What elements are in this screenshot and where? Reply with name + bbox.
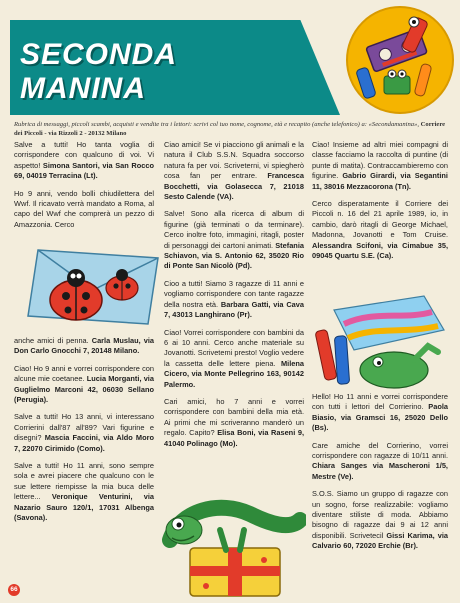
- cartoon-characters-icon: [348, 8, 452, 112]
- lizard-gift-illustration: [160, 490, 306, 603]
- message-item: Ciao! Insieme ad altri miei compagni di classe facciamo la raccolta di puntine (di punte di matita). Contraccambieremo con figurine. Gabrio Girardi, via Segantini 11, 38016 Mezzacorona (Tn).: [312, 140, 448, 191]
- lizard-icon: [160, 490, 306, 598]
- message-item: Salve a tutti! Ho 13 anni, vi interessano Corrierini dall'87 all'89? Vari figurine e disegni? Mascia Faccini, via Aldo Moro 7, 22070 Cirimido (Como).: [14, 412, 154, 453]
- message-item: Salve a tutti! Ho 11 anni, sono sempre sola e avrei piacere che qualcuno con le sue lettere riempisse la mia buca delle lettere... Veronique Venturini, via Nazario Sauro 120/1, 17031 Albenga (Savona).: [14, 461, 154, 523]
- message-item: Cari amici, ho 7 anni e vorrei corrispondere con bambini della mia età. Ai primi che mi scriveranno manderò un regalo. Capito? Elisa Boni, via Raseni 9, 41040 Polinago (Mo).: [164, 396, 304, 448]
- fabric-roll-icon: [314, 290, 452, 394]
- message-item: Ho 9 anni, vendo bolli chiudilettera del Wwf. Il ricavato verrà mandato a Roma, al capo del Wwf che comprerà un pezzo di Amazzonia. Cerco: [14, 188, 154, 229]
- description-address: Corriere dei Piccoli - via Rizzoli 2 - 20132 Milano: [14, 121, 446, 137]
- message-item: Salve a tutti! Ho tanta voglia di corrispondere con qualcuno di voi. Vi aspetto! Simona Santori, via San Rocco 69, 04019 Terracina (Lt).: [14, 140, 154, 181]
- page-title: [20, 38, 177, 106]
- description-text: Rubrica di messaggi, piccoli scambi, acquisti e vendite tra i lettori: scrivi col tuo nome, cognome, età e recapito (anche telefonico) a: «Secondamanina»,: [14, 121, 419, 128]
- column-3-continued: [312, 392, 448, 559]
- title-line-1: SECONDA: [20, 38, 178, 71]
- message-item: Ciao amici! Se vi piacciono gli animali e la natura il Club S.S.N. Squadra soccorso natura fa per voi. Scriveterni, vi spiegherò cosa fan per entrare. Francesca Bocchetti, via Golasecca 7, 21018 Sesto Calende (VA).: [164, 140, 304, 202]
- message-item: Care amiche del Corrierino, vorrei corrispondere con ragazze di 10/11 anni. Chiara Sanges via Mascheroni 1/5, Mestre (Ve).: [312, 440, 448, 481]
- ladybug-icon: [18, 240, 168, 332]
- column-3: [312, 140, 448, 268]
- message-item: Salve! Sono alla ricerca di album di figurine (già terminati o da terminare). Cerco inoltre foto, immagini, ritagli, poster di personaggi dei cartoni animati. Stefania Schiavon, via S. Antonio 62, 35020 Rio di Ponte San Nicolò (Pd).: [164, 209, 304, 271]
- crayons-fabric-illustration: [314, 290, 452, 399]
- ladybug-envelope-illustration: [18, 240, 168, 337]
- column-1: [14, 140, 154, 237]
- section-description: [14, 120, 450, 138]
- message-item: Cerco disperatamente il Corriere dei Piccoli n. 16 del 21 aprile 1989, io, in cambio, darò ritagli di George Michael, Madonna, Jovanotti e Tom Cruise. Alessandra Scifoni, via Cimabue 35, 09045 Quartu S.E. (Ca).: [312, 199, 448, 261]
- header-illustration: [346, 6, 454, 114]
- title-line-2: MANINA: [20, 72, 146, 105]
- message-item: anche amici di penna. Carla Muslau, via Don Carlo Gnocchi 7, 20148 Milano.: [14, 336, 154, 356]
- message-item: Cioo a tutti! Siamo 3 ragazze di 11 anni e vogliamo corrispondere con tante ragazze della nostra età. Barbara Gatti, via Cava 7, 43013 Langhirano (Pr).: [164, 278, 304, 320]
- message-item: Ciao! Ho 9 anni e vorrei corrispondere con alcune mie coetanee. Lucia Morganti, via Guglielmo Marconi 42, 06030 Sellano (Perugia).: [14, 363, 154, 405]
- message-item: S.O.S. Siamo un gruppo di ragazze con un sogno, forse realizzabile: vogliamo diventare stiliste di moda. Abbiamo bisogno di ragazze dai 9 ai 12 anni disponibili. Scrivetecil Gissi Karima, via Calvario 60, 72020 Erchie (Br).: [312, 489, 448, 551]
- message-item: Hello! Ho 11 anni e vorrei corrispondere con tutti i lettori del Corrierino. Paola Biasio, via Gramsci 16, 25020 Dello (Bs).: [312, 392, 448, 433]
- column-1-continued: [14, 336, 154, 531]
- message-item: Ciao! Vorrei corrispondere con bambini da 6 ai 10 anni. Cerco anche materiale su Jovanotti. Scrivetemi presto! Voglio vedere la cassetta delle lettere piena. Milena Cicero, via Monte Pellegrino 163, 90142 Palermo.: [164, 327, 304, 389]
- column-2: [164, 140, 304, 456]
- page-number: 66: [8, 584, 20, 596]
